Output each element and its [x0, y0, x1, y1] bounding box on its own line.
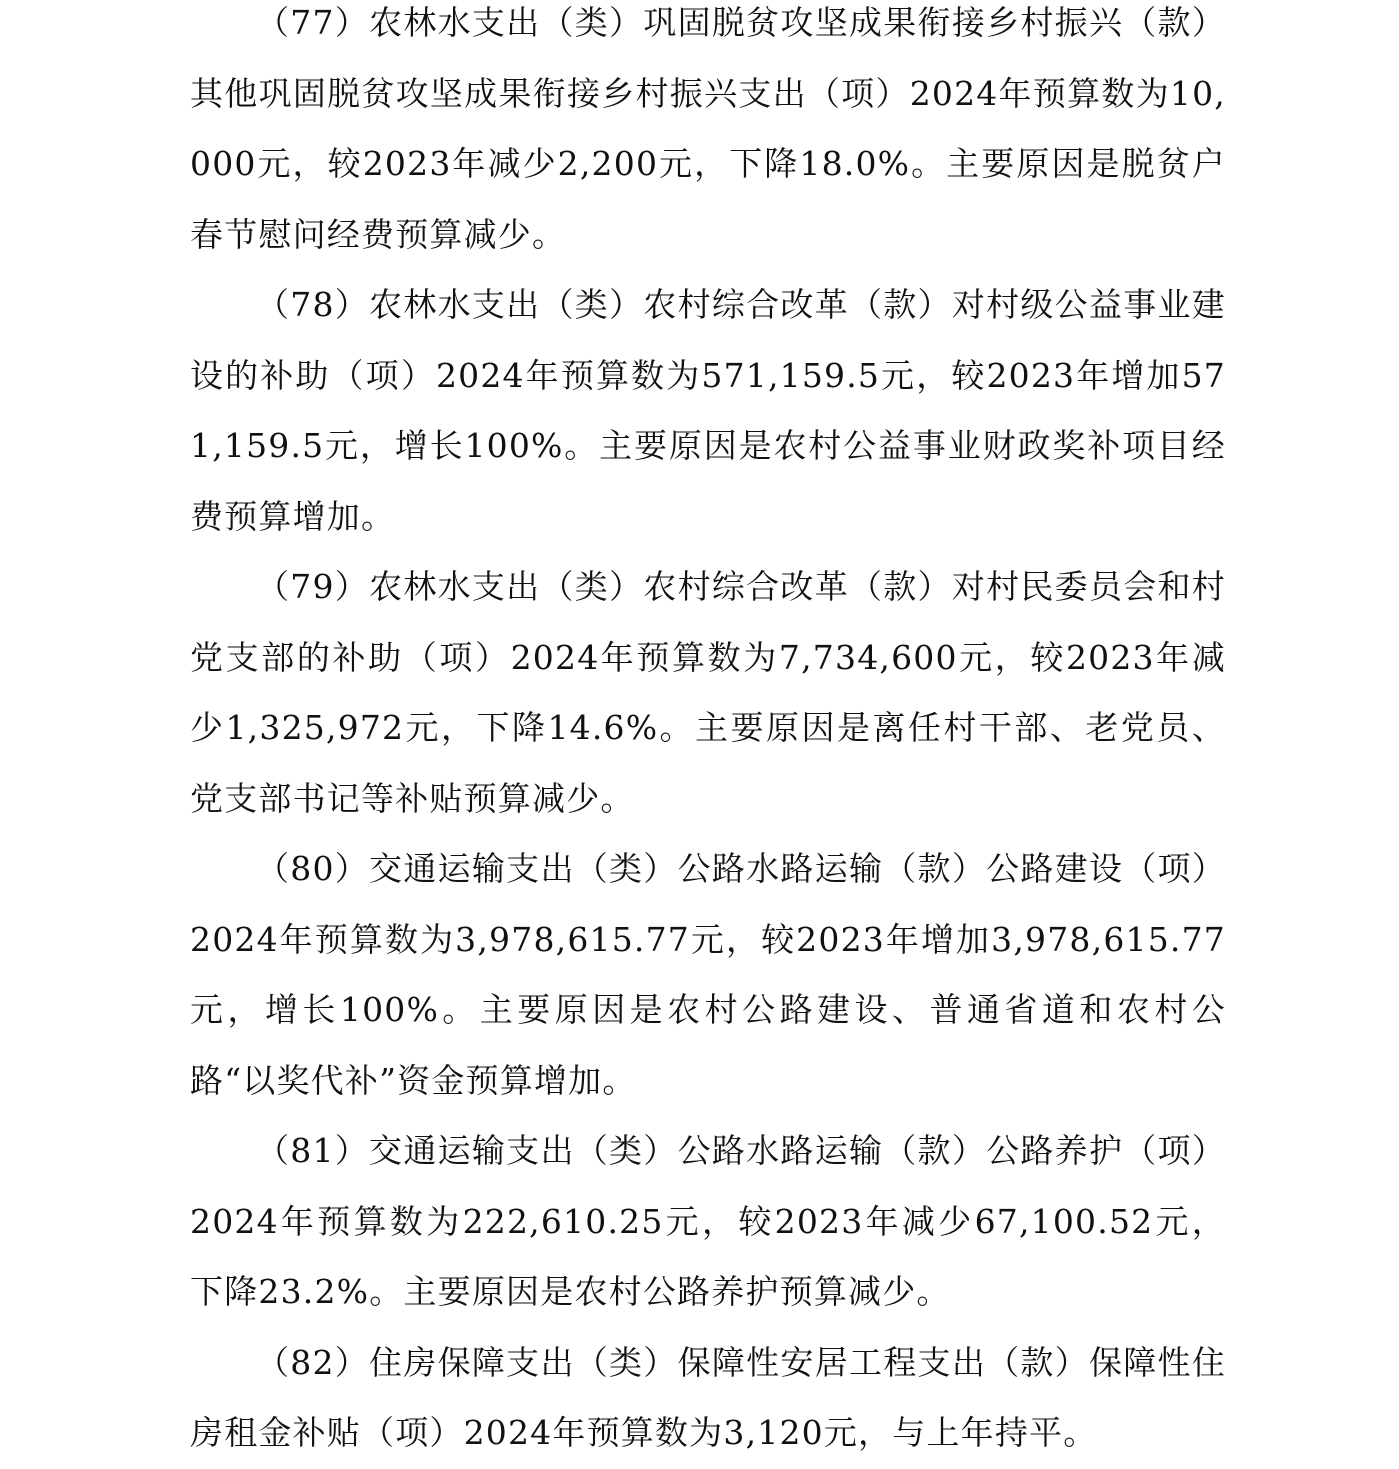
paragraph-78: （78）农林水支出（类）农村综合改革（款）对村级公益事业建设的补助（项）2024年预算数为571,159.5元，较2023年增加571,159.5元，增长100%。主要原因是农村公益事业财政奖补项目经费预算增加。 [190, 285, 1226, 536]
paragraph-80: （80）交通运输支出（类）公路水路运输（款）公路建设（项）2024年预算数为3,978,615.77元，较2023年增加3,978,615.77元，增长100%。主要原因是农村公路建设、普通省道和农村公路“以奖代补”资金预算增加。 [190, 849, 1226, 1100]
document-body [190, 0, 1226, 1469]
paragraph-81: （81）交通运输支出（类）公路水路运输（款）公路养护（项）2024年预算数为222,610.25元，较2023年减少67,100.52元，下降23.2%。主要原因是农村公路养护预算减少。 [190, 1131, 1226, 1311]
paragraph-77: （77）农林水支出（类）巩固脱贫攻坚成果衔接乡村振兴（款）其他巩固脱贫攻坚成果衔接乡村振兴支出（项）2024年预算数为10,000元，较2023年减少2,200元，下降18.0%。主要原因是脱贫户春节慰问经费预算减少。 [190, 3, 1226, 254]
paragraph-82: （82）住房保障支出（类）保障性安居工程支出（款）保障性住房租金补贴（项）2024年预算数为3,120元，与上年持平。 [190, 1342, 1226, 1452]
paragraph-79: （79）农林水支出（类）农村综合改革（款）对村民委员会和村党支部的补助（项）2024年预算数为7,734,600元，较2023年减少1,325,972元，下降14.6%。主要原因是离任村干部、老党员、党支部书记等补贴预算减少。 [190, 567, 1226, 818]
